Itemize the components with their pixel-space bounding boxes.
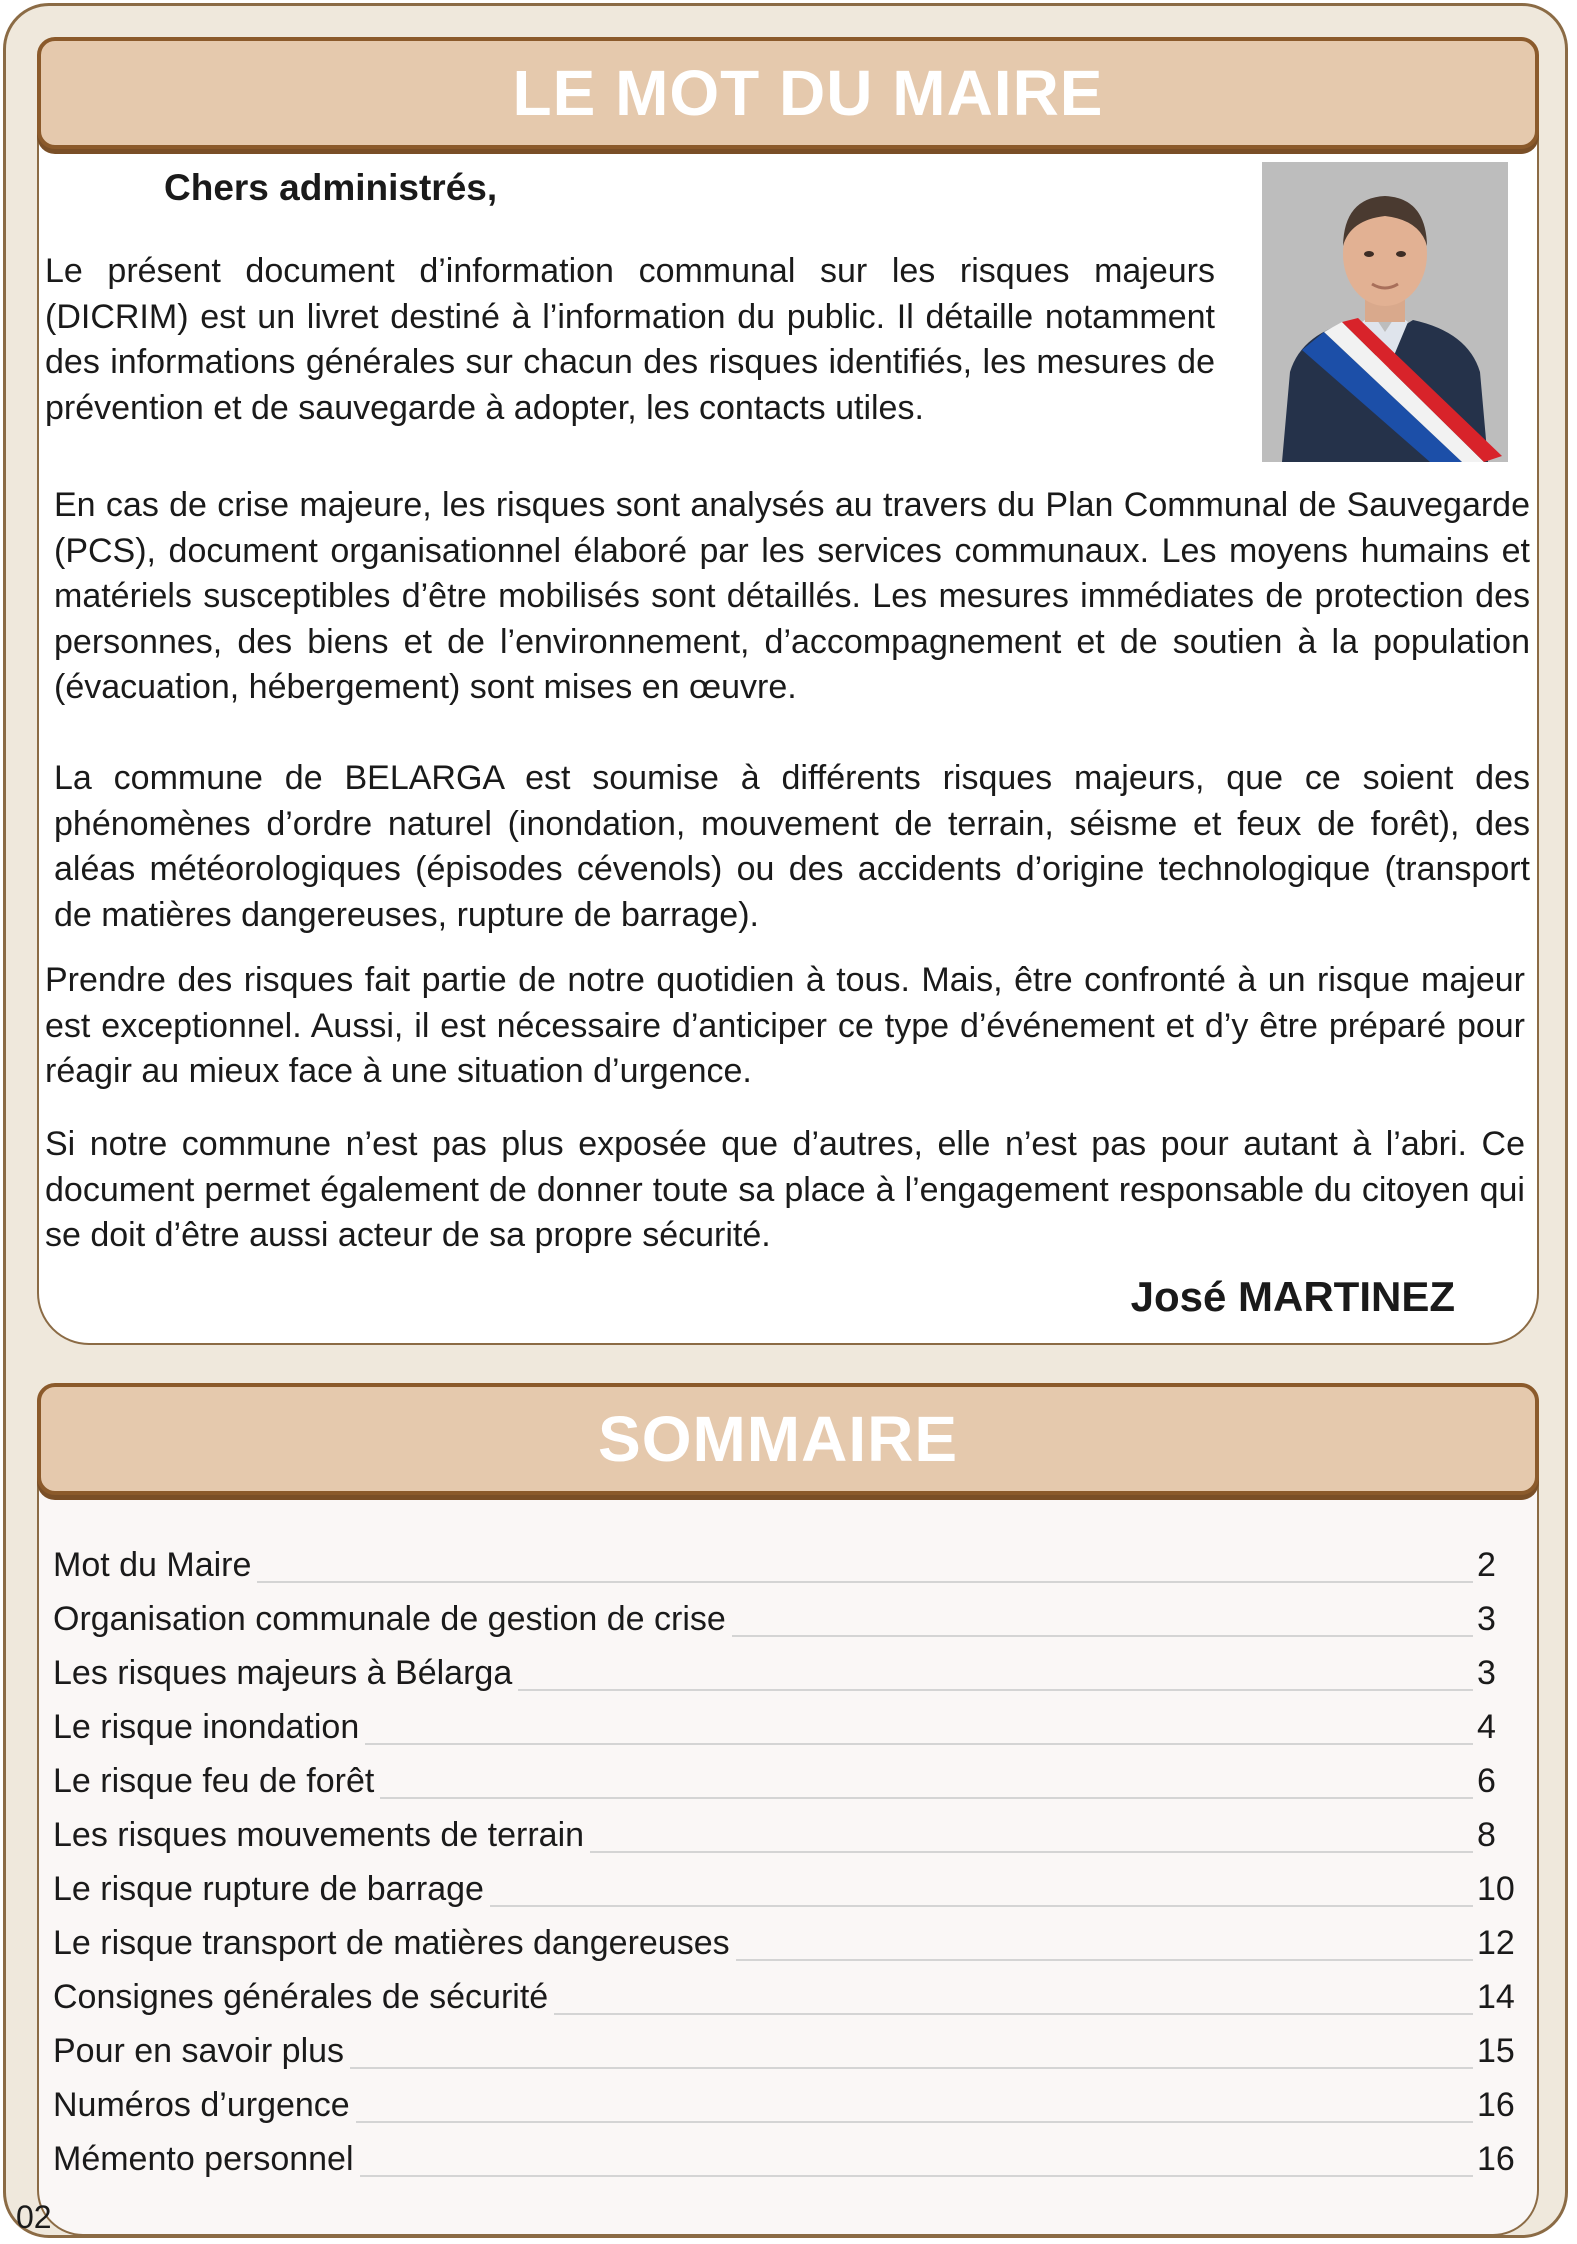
toc-entry[interactable] (53, 2021, 1523, 2075)
toc-leader-line (380, 1797, 1473, 1799)
toc-entry-page: 15 (1477, 2032, 1515, 2070)
toc-entry[interactable] (53, 1805, 1523, 1859)
toc-entry[interactable] (53, 1913, 1523, 1967)
toc-leader-line (490, 1905, 1473, 1907)
toc-entry-label: Numéros d’urgence (53, 2086, 350, 2124)
mayor-paragraph-2: En cas de crise majeure, les risques sont analysés au travers du Plan Communal de Sauvegarde (PCS), document organisationnel élaboré par les services communaux. Les moyens humains et matériels susceptibles d’être mobilisés sont détaillés. Les mesures immédiates de protection des personnes, des biens et de l’environnement, d’accompagnement et de soutien à la population (évacuation, hébergement) sont mises en œuvre. (54, 486, 1530, 706)
toc-entry-label: Pour en savoir plus (53, 2032, 345, 2070)
toc-entry[interactable] (53, 2129, 1523, 2183)
table-of-contents (53, 1535, 1523, 2183)
toc-entry-label: Mémento personnel (53, 2140, 354, 2178)
toc-entry-label: Les risques majeurs à Bélarga (53, 1654, 513, 1692)
toc-leader-line (350, 2067, 1473, 2069)
toc-leader-line (554, 2013, 1473, 2015)
toc-entry-page: 6 (1477, 1762, 1496, 1800)
toc-entry-page: 2 (1477, 1546, 1496, 1584)
toc-leader-line (356, 2121, 1473, 2123)
mayor-signature: José MARTINEZ (1130, 1273, 1455, 1320)
greeting: Chers administrés, (164, 167, 498, 208)
toc-entry-label: Organisation communale de gestion de crise (53, 1600, 726, 1638)
toc-entry-page: 8 (1477, 1816, 1496, 1854)
toc-entry-label: Le risque transport de matières dangereuses (53, 1924, 730, 1962)
mayor-paragraph-1: Le présent document d’information communal sur les risques majeurs (DICRIM) est un livret destiné à l’information du public. Il détaille notamment des informations générales sur chacun des risques identifiés, les mesures de prévention et de sauvegarde à adopter, les contacts utiles. (45, 252, 1215, 427)
toc-entry-page: 3 (1477, 1600, 1496, 1638)
summary-header (37, 1383, 1539, 1495)
toc-entry[interactable] (53, 1697, 1523, 1751)
mayor-title: LE MOT DU MAIRE (512, 57, 1104, 129)
mayor-portrait (1262, 162, 1508, 462)
toc-entry[interactable] (53, 1535, 1523, 1589)
toc-entry[interactable] (53, 1589, 1523, 1643)
toc-entry-label: Consignes générales de sécurité (53, 1978, 549, 2016)
toc-entry-page: 14 (1477, 1978, 1515, 2016)
mayor-header (37, 37, 1539, 149)
toc-entry-label: Le risque rupture de barrage (53, 1870, 484, 1908)
toc-entry[interactable] (53, 2075, 1523, 2129)
toc-entry-page: 3 (1477, 1654, 1496, 1692)
summary-title: SOMMAIRE (598, 1403, 958, 1475)
toc-leader-line (732, 1635, 1473, 1637)
toc-entry[interactable] (53, 1751, 1523, 1805)
toc-entry-label: Le risque inondation (53, 1708, 360, 1746)
toc-entry[interactable] (53, 1859, 1523, 1913)
toc-entry-label: Mot du Maire (53, 1546, 252, 1584)
page-number: 02 (16, 2199, 52, 2235)
toc-entry-page: 4 (1477, 1708, 1496, 1746)
mayor-paragraph-3: La commune de BELARGA est soumise à différents risques majeurs, que ce soient des phénomènes d’ordre naturel (inondation, mouvement de terrain, séisme et feux de forêt), des aléas météorologiques (épisodes cévenols) ou des accidents d’origine technologique (transport de matières dangereuses, rupture de barrage). (54, 759, 1530, 934)
mayor-paragraph-4: Prendre des risques fait partie de notre quotidien à tous. Mais, être confronté à un risque majeur est exceptionnel. Aussi, il est nécessaire d’anticiper ce type d’événement et d’y être préparé pour réagir au mieux face à une situation d’urgence. (45, 961, 1525, 1090)
toc-entry-label: Les risques mouvements de terrain (53, 1816, 585, 1854)
toc-entry-page: 16 (1477, 2086, 1515, 2124)
toc-leader-line (360, 2175, 1473, 2177)
toc-entry-page: 16 (1477, 2140, 1515, 2178)
toc-entry-label: Le risque feu de forêt (53, 1762, 375, 1800)
toc-entry[interactable] (53, 1643, 1523, 1697)
toc-entry[interactable] (53, 1967, 1523, 2021)
mayor-portrait-image (1262, 162, 1508, 462)
toc-leader-line (518, 1689, 1473, 1691)
toc-leader-line (736, 1959, 1473, 1961)
toc-entry-page: 10 (1477, 1870, 1515, 1908)
mayor-paragraph-5: Si notre commune n’est pas plus exposée que d’autres, elle n’est pas pour autant à l’abri. Ce document permet également de donner toute sa place à l’engagement responsable du citoyen qui se doit d’être aussi acteur de sa propre sécurité. (45, 1125, 1525, 1254)
toc-leader-line (590, 1851, 1473, 1853)
toc-entry-page: 12 (1477, 1924, 1515, 1962)
toc-leader-line (365, 1743, 1473, 1745)
toc-leader-line (257, 1581, 1473, 1583)
